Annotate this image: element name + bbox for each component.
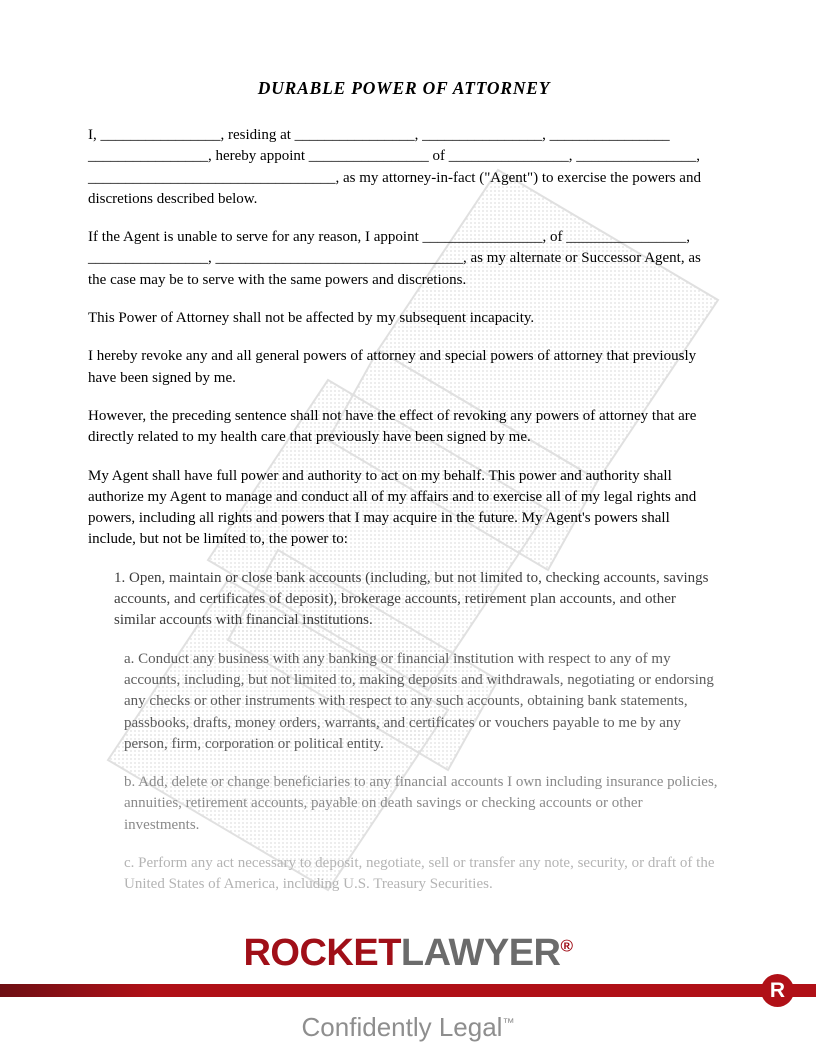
rocket-lawyer-badge-icon: R	[761, 974, 794, 1007]
logo-text-lawyer: LAWYER	[400, 932, 561, 974]
paragraph-appointment: I, ________________, residing at ________________, ________________, ________________ ________________, hereby appoint ________________ of ________________, ________________, _________________________________, as my attorney-in-fact ("Agent") to exercise the powers and discretions described below.	[88, 127, 701, 207]
paragraph-full-power: My Agent shall have full power and authority to act on my behalf. This power and authority shall authorize my Agent to manage and conduct all of my affairs and to exercise all of my legal rights and powers, including all rights and powers that I may acquire in the future. My Agent's powers shall include, but not be limited to, the power to:	[88, 467, 697, 548]
paragraph-item-1: 1. Open, maintain or close bank accounts (including, but not limited to, checking accounts, savings accounts, and certificates of deposit), brokerage accounts, retirement plan accounts, and other similar accounts with financial institutions.	[114, 569, 709, 629]
footer-branding	[0, 924, 816, 1056]
document-body	[88, 78, 720, 913]
paragraph-item-1c: c. Perform any act necessary to deposit, negotiate, sell or transfer any note, security, or draft of the United States of America, including U.S. Treasury Securities.	[124, 855, 715, 893]
paragraph-item-1a: a. Conduct any business with any banking or financial institution with respect to any of my accounts, including, but not limited to, making deposits and withdrawals, negotiating or endorsing any checks or other instruments with respect to any such accounts, obtaining bank statements, passbooks, drafts, money orders, warrants, and certificates or vouchers payable to me by any person, firm, corporation or political entity.	[124, 650, 714, 752]
footer-tagline	[0, 1012, 816, 1043]
trademark-icon: ™	[502, 1015, 515, 1030]
footer-tagline-text: Confidently Legal	[301, 1012, 503, 1042]
footer-red-bar-gradient	[0, 984, 150, 997]
paragraph-successor: If the Agent is unable to serve for any reason, I appoint ________________, of ________________, ________________, _________________________________, as my alternate or Successor Agent, as the case may be to serve with the same powers and discretions.	[88, 229, 701, 288]
footer-red-bar	[0, 984, 816, 997]
registered-trademark-icon: ®	[560, 936, 573, 956]
paragraph-item-1b: b. Add, delete or change beneficiaries to any financial accounts I own including insurance policies, annuities, retirement accounts, payable on death savings or checking accounts or other investments.	[124, 774, 718, 833]
paragraph-healthcare-exception: However, the preceding sentence shall not have the effect of revoking any powers of attorney that are directly related to my health care that previously have been signed by me.	[88, 407, 697, 446]
document-title: DURABLE POWER OF ATTORNEY	[257, 78, 551, 98]
rocket-lawyer-logo	[0, 932, 816, 975]
logo-text-rocket: ROCKET	[243, 932, 401, 974]
paragraph-incapacity: This Power of Attorney shall not be affected by my subsequent incapacity.	[88, 310, 535, 327]
paragraph-revoke: I hereby revoke any and all general powers of attorney and special powers of attorney that previously have been signed by me.	[88, 348, 697, 386]
